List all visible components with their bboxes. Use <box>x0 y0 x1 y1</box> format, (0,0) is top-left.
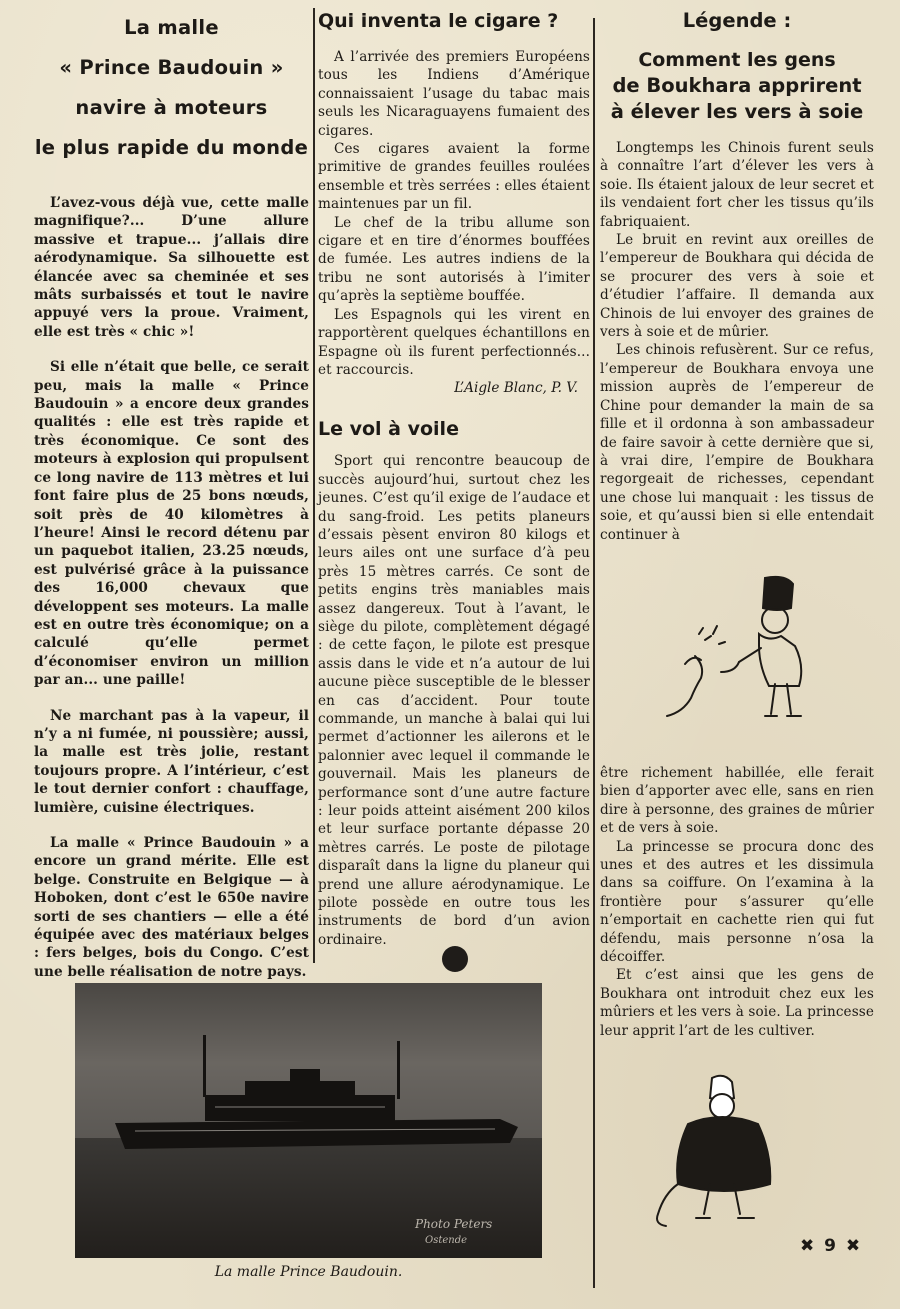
paragraph: A l’arrivée des premiers Européens tous les Indiens d’Amérique connaissaient l’usage du tabac mais seuls les Nicaraguayens fumaient des cigares. <box>318 49 590 139</box>
article-title-line-2: de Boukhara apprirent <box>612 74 862 97</box>
paragraph: Sport qui rencontre beaucoup de succès aujourd’hui, surtout chez les jeunes. C’est qu’il exige de l’audace et du sang-froid. Les petits planeurs d’essais pèsent environ 80 kilogs et leurs ailes ont une surface d’à peu près 15 mètres carrés. Ce sont de petits engins très maniables mais assez dangereux. Tout à l’avant, le siège du pilote, complètement dégagé : de cette façon, le pilote est presque assis dans le vide et n’a autour de lui aucune pièce susceptible de le blesser en cas d’accident. Pour toute commande, un manche à balai qui lui permet d’actionner les ailerons et le palonnier avec lequel il commande le gouvernail. Mais les planeurs de performance sont d’une autre facture : leur poids atteint aisément 200 kilos et leur surface portante dépasse 20 mètres carrés. Le poste de pilotage disparaît dans la ligne du planeur qui prend une allure aérodynamique. Le pilote possède en outre tous les instruments de bord d’un avion ordinaire. <box>318 453 590 948</box>
emperor-telephone-illustration <box>655 574 820 724</box>
ship-photo <box>75 983 542 1258</box>
paragraph: Longtemps les Chinois furent seuls à connaître l’art d’élever les vers à soie. Ils étaient jaloux de leur secret et ils vendaient fort cher les tissus qu’ils fabriquaient. <box>600 140 874 230</box>
paragraph: Le chef de la tribu allume son cigare et en tire d’énormes bouffées de fumée. Les autres indiens de la tribu ne sont autorisés à l’imiter qu’après la septième bouffée. <box>318 214 590 305</box>
paragraph: Ces cigares avaient la forme primitive de grandes feuilles roulées ensemble et très serrées : elles étaient maintenues par un fil. <box>318 141 590 213</box>
paragraph: Le bruit en revint aux oreilles de l’empereur de Boukhara qui décida de se procurer des vers à soie et d’étudier l’affaire. Il demanda aux Chinois de lui envoyer des graines de vers à soie et de mûrier. <box>600 232 874 341</box>
paragraph: L’avez-vous déjà vue, cette malle magnifique?... D’une allure massive et trapue... j’allais dire aérodynamique. Sa silhouette est élancée avec sa cheminée et ses mâts surbaissés et tout le navire appuyé vers la proue. Vraiment, elle est très « chic »! <box>34 195 309 340</box>
column-rule-right <box>593 18 595 1288</box>
paragraph: Si elle n’était que belle, ce serait peu, mais la malle « Prince Baudouin » a encore deux grandes qualités : elle est très rapide et très économique. Ce sont des moteurs à explosion qui propulsent ce long navire de 113 mètres et lui font faire plus de 25 bons nœuds, soit près de 40 kilomètres à l’heure! Ainsi le record détenu par un paquebot italien, 23.25 nœuds, est pulvérisé grâce à la puissance des 16,000 chevaux que développent ses moteurs. La malle est en outre très économique; on a calculé qu’elle permet d’économiser environ un million par an... une paille! <box>34 359 309 689</box>
article-credit: L’Aigle Blanc, P. V. <box>454 380 578 397</box>
guard-illustration <box>648 1072 783 1232</box>
paragraph: Ne marchant pas à la vapeur, il n’y a ni fumée, ni poussière; aussi, la malle est très jolie, restant toujours propre. A l’intérieur, c’est le tout dernier confort : chauffage, lumière, cuisine électriques. <box>34 707 309 816</box>
article-title: Qui inventa le cigare ? <box>318 10 559 32</box>
decorative-bullet <box>442 946 468 972</box>
article-title-line-4: le plus rapide du monde <box>34 136 309 159</box>
article-title-line-3: navire à moteurs <box>75 96 268 119</box>
article-title-line-1: La malle <box>124 16 219 39</box>
prince-baudouin-article <box>34 8 309 1007</box>
article-title-line-2: « Prince Baudouin » <box>59 56 284 79</box>
glider-article-title: Le vol à voile <box>318 418 459 441</box>
paragraph: être richement habillée, elle ferait bien d’apporter avec elle, sans en rien dire à personne, des graines de mûrier et de vers à soie. <box>600 765 874 837</box>
photo-credit-line-1: Photo Peters <box>415 1217 493 1231</box>
silkworm-legend-article <box>600 8 874 544</box>
ship-photo-image <box>75 983 542 1258</box>
article-title-line-3: à élever les vers à soie <box>610 100 864 123</box>
page-number: ✖ 9 ✖ <box>800 1236 863 1256</box>
paragraph: Les Espagnols qui les virent en rapportèrent quelques échantillons en Espagne où ils furent perfectionnés... et raccourcis. <box>318 306 590 378</box>
silkworm-legend-continuation <box>600 764 874 1040</box>
column-rule-left <box>313 8 315 963</box>
section-label: Légende : <box>682 9 792 32</box>
paragraph: Et c’est ainsi que les gens de Boukhara ont introduit chez eux les mûriers et les vers à soie. La princesse leur apprit l’art de les cultiver. <box>600 967 874 1039</box>
paragraph: La malle « Prince Baudouin » a encore un grand mérite. Elle est belge. Construite en Belgique — à Hoboken, dont c’est le 650e navire sorti de ses chantiers — elle a été équipée avec des matériaux belges : fers belges, bois du Congo. C’est une belle réalisation de notre pays. <box>34 835 309 980</box>
photo-credit-line-2: Ostende <box>425 1235 468 1246</box>
article-title-line-1: Comment les gens <box>638 49 836 71</box>
cigar-article <box>318 8 590 949</box>
paragraph: La princesse se procura donc des unes et des autres et les dissimula dans sa coiffure. On l’examina à la frontière pour s’assurer qu’elle n’emportait en cachette rien qui fut défendu, mais personne n’osa la décoiffer. <box>600 838 874 966</box>
photo-caption: La malle Prince Baudouin. <box>214 1264 403 1280</box>
paragraph: Les chinois refusèrent. Sur ce refus, l’empereur de Boukhara envoya une mission auprès de l’empereur de Chine pour demander la main de sa fille et il ordonna à son ambassadeur de faire savoir à cette dernière que si, à vrai dire, l’empire de Boukhara regorgeait de richesses, cependant une chose lui manquait : les tissus de soie, et qu’aussi bien si elle entendait continuer à <box>600 342 874 543</box>
